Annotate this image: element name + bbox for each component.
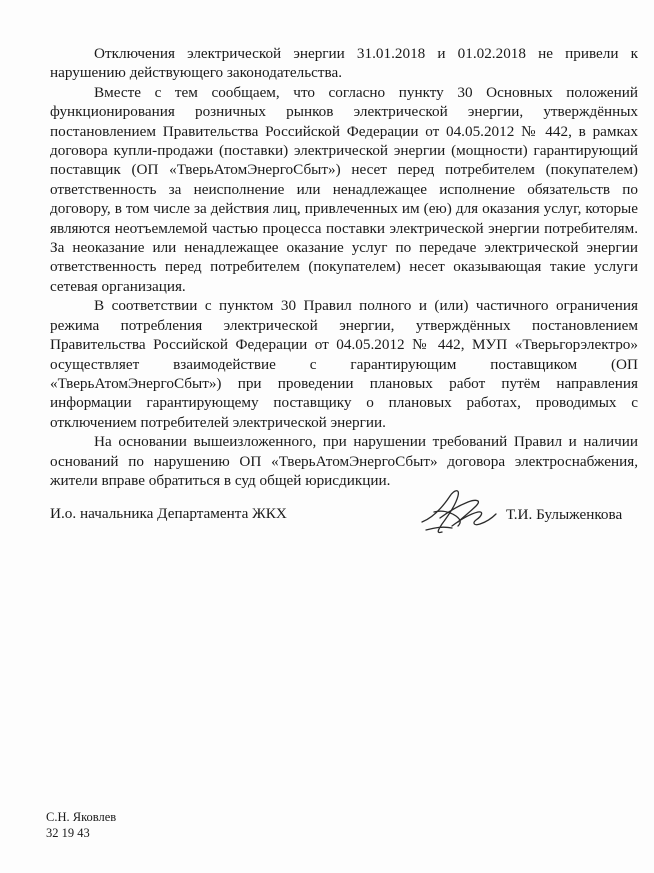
paragraph-outage-conclusion: Отключения электрической энергии 31.01.2018 и 01.02.2018 не привели к нарушению действующего законодательства.	[50, 45, 638, 82]
paragraph-grid-interaction: В соответствии с пунктом 30 Правил полного и (или) частичного ограничения режима потребления электрической энергии, утверждённых постановлением Правительства Российской Федерации от 04.05.2012 № 442, МУП «Тверьгорэлектро» осуществляет взаимодействие с гарантирующим поставщиком (ОП «ТверьАтомЭнергоСбыт») при проведении плановых работ путём направления информации гарантирующему поставщику о плановых работах, проводимых с отключением потребителей электрической энергии.	[50, 297, 638, 431]
executor-phone: 32 19 43	[46, 826, 90, 840]
handwritten-signature	[412, 482, 504, 544]
letter-body	[50, 44, 638, 490]
signatory-position: И.о. начальника Департамента ЖКХ	[50, 505, 287, 522]
signatory-name: Т.И. Булыженкова	[506, 506, 623, 523]
paragraph-court-option: На основании вышеизложенного, при нарушении требований Правил и наличии оснований по нарушению ОП «ТверьАтомЭнергоСбыт» договора электроснабжения, жители вправе обратиться в суд общей юрисдикции.	[50, 433, 638, 489]
paragraph-supplier-responsibility: Вместе с тем сообщаем, что согласно пункту 30 Основных положений функционирования розничных рынков электрической энергии, утверждённых постановлением Правительства Российской Федерации от 04.05.2012 № 442, в рамках договора купли-продажи (поставки) электрической энергии (мощности) гарантирующий поставщик (ОП «ТверьАтомЭнергоСбыт») несет перед потребителем (покупателем) ответственность за неисполнение или ненадлежащее исполнение обязательств по договору, в том числе за действия лиц, привлеченных им (ею) для оказания услуг, которые являются неотъемлемой частью процесса поставки электрической энергии потребителям. За неоказание или ненадлежащее оказание услуг по передаче электрической энергии ответственность перед потребителем (покупателем) несет оказывающая такие услуги сетевая организация.	[50, 83, 638, 295]
executor-block	[46, 809, 116, 841]
signature-block	[50, 500, 638, 540]
executor-name: С.Н. Яковлев	[46, 810, 117, 824]
